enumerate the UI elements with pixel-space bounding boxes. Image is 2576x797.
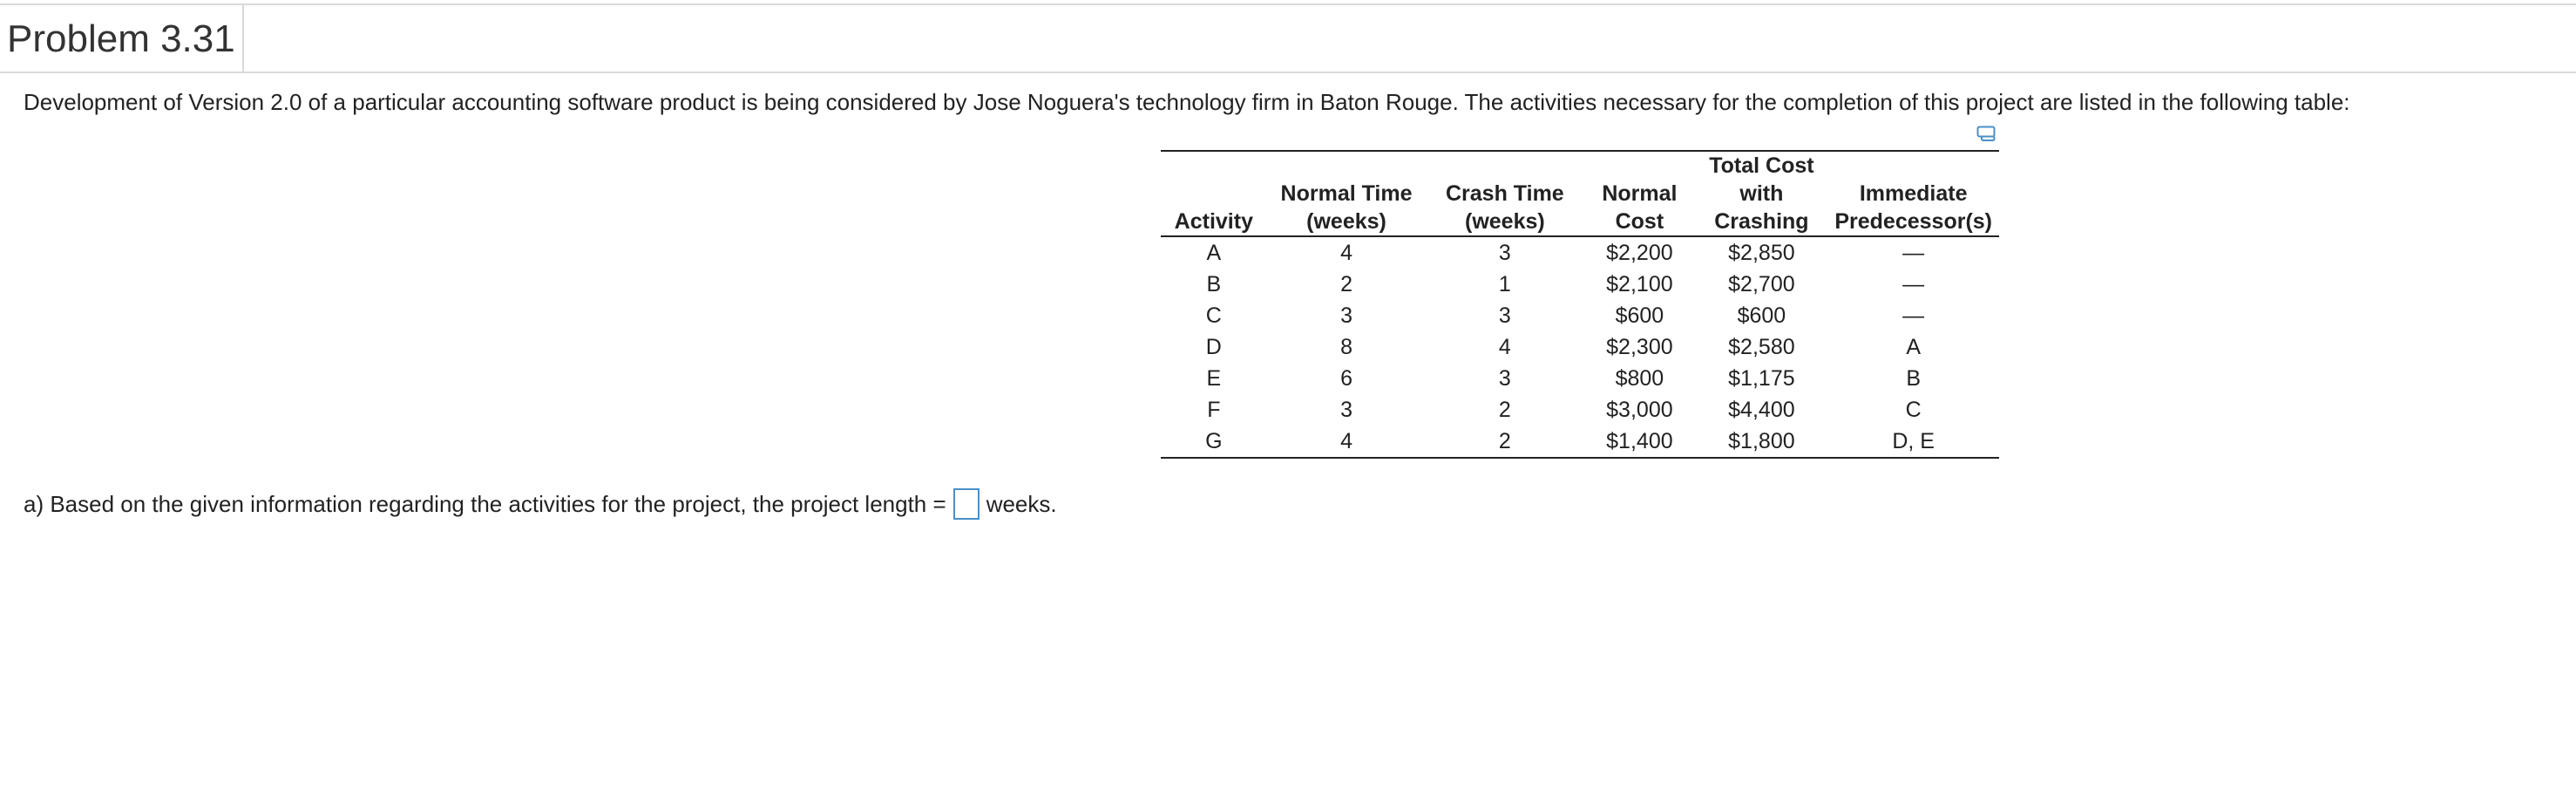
cell-predecessors: B xyxy=(1906,366,1922,391)
question-prefix: a) Based on the given information regarding the activities for the project, the project length = xyxy=(24,490,946,517)
cell-crash-time: 3 xyxy=(1498,241,1511,265)
cell-predecessors: — xyxy=(1902,303,1925,328)
cell-predecessors: — xyxy=(1902,272,1925,296)
cell-predecessors: C xyxy=(1905,398,1922,422)
header-predecessors-line1: Immediate xyxy=(1859,181,1968,206)
header-activity: Activity xyxy=(1174,209,1253,234)
cell-activity: F xyxy=(1207,398,1221,422)
cell-normal-time: 3 xyxy=(1340,303,1352,328)
cell-predecessors: D, E xyxy=(1892,429,1935,453)
activities-table xyxy=(1161,150,1999,459)
table-row xyxy=(1161,363,1999,394)
header-total-cost-line1: Total Cost xyxy=(1709,153,1814,178)
table-row xyxy=(1161,269,1999,300)
col-normal-cost xyxy=(1583,151,1695,236)
cell-normal-cost: $800 xyxy=(1615,366,1664,391)
header-predecessors-line2: Predecessor(s) xyxy=(1834,209,1992,234)
cell-activity: G xyxy=(1205,429,1223,453)
cell-crash-time: 2 xyxy=(1498,398,1511,422)
title-divider xyxy=(0,72,2576,73)
header-crash-time-line1: Crash Time xyxy=(1446,181,1564,206)
header-normal-time-line2: (weeks) xyxy=(1306,209,1386,234)
cell-normal-time: 4 xyxy=(1340,241,1352,265)
top-divider xyxy=(0,3,2576,5)
cell-normal-time: 6 xyxy=(1340,366,1352,391)
cell-total-cost: $2,700 xyxy=(1728,272,1795,296)
table-row xyxy=(1161,300,1999,331)
cell-crash-time: 1 xyxy=(1498,272,1511,296)
expand-table-icon[interactable] xyxy=(1976,126,1996,141)
title-container xyxy=(0,5,244,72)
header-normal-cost-line2: Cost xyxy=(1615,209,1664,234)
cell-activity: A xyxy=(1206,241,1222,265)
cell-normal-cost: $600 xyxy=(1615,303,1664,328)
cell-normal-cost: $2,300 xyxy=(1606,335,1673,359)
question-suffix: weeks. xyxy=(986,490,1057,517)
cell-activity: E xyxy=(1206,366,1222,391)
cell-total-cost: $2,850 xyxy=(1728,241,1795,265)
col-crash-time xyxy=(1426,151,1583,236)
cell-normal-cost: $3,000 xyxy=(1606,398,1673,422)
cell-normal-time: 3 xyxy=(1340,398,1352,422)
cell-total-cost: $4,400 xyxy=(1728,398,1795,422)
cell-total-cost: $600 xyxy=(1737,303,1786,328)
cell-predecessors: — xyxy=(1902,241,1925,265)
cell-normal-time: 4 xyxy=(1340,429,1352,453)
cell-total-cost: $1,175 xyxy=(1728,366,1795,391)
cell-activity: B xyxy=(1206,272,1222,296)
cell-total-cost: $1,800 xyxy=(1728,429,1795,453)
header-crash-time-line2: (weeks) xyxy=(1465,209,1545,234)
header-normal-cost-line1: Normal xyxy=(1602,181,1678,206)
header-total-cost-line2: with xyxy=(1739,181,1784,206)
col-normal-time xyxy=(1267,151,1427,236)
cell-total-cost: $2,580 xyxy=(1728,335,1795,359)
table-row xyxy=(1161,394,1999,426)
cell-normal-time: 8 xyxy=(1340,335,1352,359)
table-row xyxy=(1161,426,1999,458)
cell-normal-time: 2 xyxy=(1340,272,1352,296)
question-a xyxy=(24,488,1057,520)
table-header-row xyxy=(1161,151,1999,236)
cell-crash-time: 2 xyxy=(1498,429,1511,453)
cell-activity: D xyxy=(1205,335,1222,359)
cell-predecessors: A xyxy=(1906,335,1922,359)
cell-crash-time: 4 xyxy=(1498,335,1511,359)
table-row xyxy=(1161,331,1999,363)
page-title: Problem 3.31 xyxy=(7,17,235,60)
cell-normal-cost: $1,400 xyxy=(1606,429,1673,453)
problem-description: Development of Version 2.0 of a particular accounting software product is being considered by Jose Noguera's technology firm in Baton Rouge. The activities necessary for the completion of this project are listed in the following table: xyxy=(24,89,2350,115)
project-length-input[interactable] xyxy=(953,488,980,520)
col-total-cost xyxy=(1695,151,1827,236)
table-row xyxy=(1161,236,1999,269)
cell-activity: C xyxy=(1205,303,1222,328)
cell-crash-time: 3 xyxy=(1498,303,1511,328)
cell-crash-time: 3 xyxy=(1498,366,1511,391)
col-predecessors xyxy=(1827,151,1999,236)
cell-normal-cost: $2,200 xyxy=(1606,241,1673,265)
col-activity xyxy=(1161,151,1267,236)
header-total-cost-line3: Crashing xyxy=(1714,209,1809,234)
header-normal-time-line1: Normal Time xyxy=(1280,181,1413,206)
cell-normal-cost: $2,100 xyxy=(1606,272,1673,296)
